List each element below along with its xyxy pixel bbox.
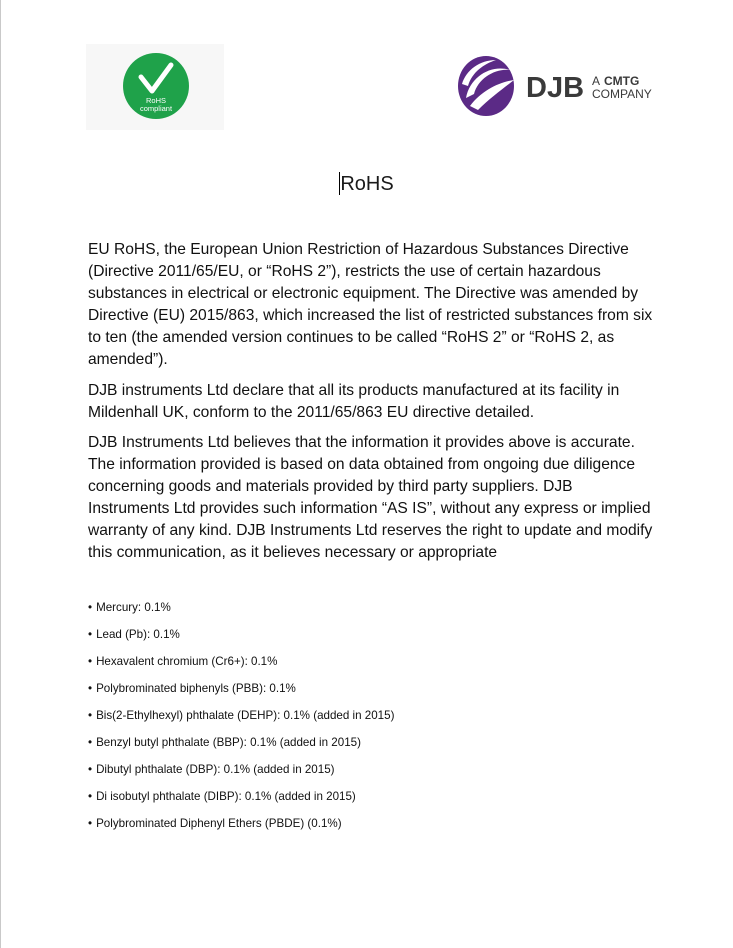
list-item-text: Benzyl butyl phthalate (BBP): 0.1% (added in 2015)	[96, 736, 361, 749]
djb-company-text: COMPANY	[592, 87, 652, 101]
djb-wordmark: DJB	[526, 72, 585, 104]
list-item-text: Dibutyl phthalate (DBP): 0.1% (added in 2015)	[96, 763, 335, 776]
list-item	[88, 599, 648, 626]
rohs-badge-line-2: compliant	[139, 104, 173, 113]
rohs-badge-line-1: RoHS	[145, 96, 167, 105]
document-body	[88, 239, 658, 572]
list-item	[88, 734, 648, 761]
list-item-text: Lead (Pb): 0.1%	[96, 628, 180, 641]
page-edge	[0, 0, 1, 948]
bullet-icon: •	[88, 601, 93, 614]
list-item	[88, 815, 648, 842]
bullet-icon: •	[88, 763, 93, 776]
rohs-compliant-logo	[121, 53, 191, 119]
list-item-text: Di isobutyl phthalate (DIBP): 0.1% (added in 2015)	[96, 790, 356, 803]
bullet-icon: •	[88, 655, 93, 668]
bullet-icon: •	[88, 736, 93, 749]
list-item-text: Polybrominated biphenyls (PBB): 0.1%	[96, 682, 296, 695]
bullet-icon: •	[88, 682, 93, 695]
bullet-icon: •	[88, 709, 93, 722]
list-item-text: Mercury: 0.1%	[96, 601, 171, 614]
list-item	[88, 680, 648, 707]
paragraph-disclaimer: DJB Instruments Ltd believes that the information it provides above is accurate. The information provided is based on data obtained from ongoing due diligence concerning goods and materials provided by third party suppliers. DJB Instruments Ltd provides such information “AS IS”, without any express or implied warranty of any kind. DJB Instruments Ltd reserves the right to update and modify this communication, as it believes necessary or appropriate	[88, 433, 653, 562]
list-item-text: Polybrominated Diphenyl Ethers (PBDE) (0.1%)	[96, 817, 342, 830]
bullet-icon: •	[88, 628, 93, 641]
bullet-icon: •	[88, 817, 93, 830]
list-item	[88, 788, 648, 815]
list-item	[88, 761, 648, 788]
list-item	[88, 653, 648, 680]
djb-cmtg-text: CMTG	[604, 74, 640, 88]
bullet-icon: •	[88, 790, 93, 803]
document-title-text: RoHS	[340, 173, 394, 195]
list-item-text: Bis(2-Ethylhexyl) phthalate (DEHP): 0.1% (added in 2015)	[96, 709, 395, 722]
list-item	[88, 626, 648, 653]
list-item-text: Hexavalent chromium (Cr6+): 0.1%	[96, 655, 278, 668]
djb-swirl-icon	[458, 56, 514, 116]
paragraph-declaration: DJB instruments Ltd declare that all its products manufactured at its facility in Mildenhall UK, conform to the 2011/65/863 EU directive detailed.	[88, 381, 620, 421]
djb-a-text: A	[592, 74, 601, 88]
restricted-substances-list	[88, 599, 648, 842]
document-title	[0, 172, 733, 196]
list-item	[88, 707, 648, 734]
paragraph-rohs-intro: EU RoHS, the European Union Restriction of Hazardous Substances Directive (Directive 2011/65/EU, or “RoHS 2”), restricts the use of certain hazardous substances in electrical or electronic equipment. The Directive was amended by Directive (EU) 2015/863, which increased the list of restricted substances from six to ten (the amended version continues to be called “RoHS 2” or “RoHS 2, as amended”).	[88, 241, 653, 369]
djb-cmtg-logo	[452, 50, 664, 122]
